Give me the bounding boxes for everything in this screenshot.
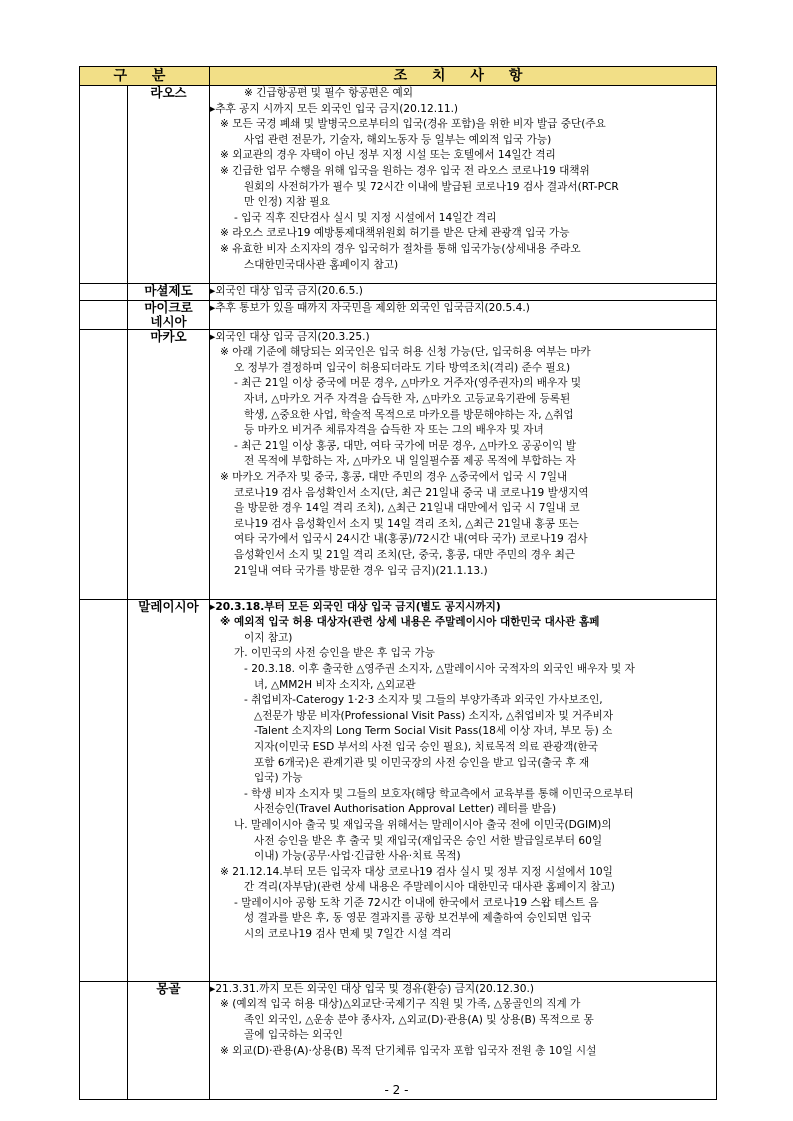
table-row xyxy=(80,329,717,599)
table-row xyxy=(80,981,717,1099)
measure-line: 사전승인(Travel Authorisation Approval Letter) 레터를 받음) xyxy=(254,803,557,816)
region-cell xyxy=(80,86,128,284)
measures-cell xyxy=(210,300,717,329)
region-cell xyxy=(80,599,128,981)
measure-line: 시의 코로나19 검사 면제 및 7일간 시설 격리 xyxy=(244,928,452,941)
table-row xyxy=(80,284,717,301)
header-measures: 조 치 사 항 xyxy=(210,67,717,86)
measure-line: 원회의 사전허가가 필수 및 72시간 이내에 발급된 코로나19 검사 결과서(RT-PCR xyxy=(244,180,619,193)
region-cell xyxy=(80,300,128,329)
measure-line: ※ 라오스 코로나19 예방통제대책위원회 허기를 받은 단체 관광객 입국 가능 xyxy=(220,227,570,240)
measure-line: 사전 승인을 받은 후 출국 및 재입국(재입국은 승인 서한 발급일로부터 60일 xyxy=(254,834,603,847)
measures-cell xyxy=(210,981,717,1099)
measures-cell xyxy=(210,329,717,599)
measure-line: - 취업비자-Caterogy 1·2·3 소지자 및 그들의 부양가족과 외국인 가사보조인, xyxy=(244,694,603,707)
measures-cell xyxy=(210,284,717,301)
measure-line: 만 인정) 지참 필요 xyxy=(244,196,330,209)
measure-line: ▸외국인 대상 입국 금지(20.6.5.) xyxy=(210,285,363,297)
measure-line: 지자(이민국 ESD 부서의 사전 입국 승인 필요), 치료목적 의료 관광객(한국 xyxy=(254,740,598,753)
measure-line: 코로나19 검사 음성확인서 소지(단, 최근 21일내 중국 내 코로나19 발생지역 xyxy=(234,486,589,499)
table-body xyxy=(80,86,717,1100)
region-cell xyxy=(80,284,128,301)
page-number: - 2 - xyxy=(384,1083,409,1097)
measure-line: ※ 외교관의 경우 자택이 아닌 정부 지정 시설 또는 호텔에서 14일간 격리 xyxy=(220,149,556,162)
measure-line: 족인 외국인, △운송 분야 종사자, △외교(D)·관용(A) 및 상용(B) 목적으로 몽 xyxy=(244,1013,594,1026)
measure-line: ※ 예외적 입국 허용 대상자(관련 상세 내용은 주말레이시아 대한민국 대사관 홈페 xyxy=(220,616,600,629)
measure-line: ※ 마카오 거주자 및 중국, 홍콩, 대만 주민의 경우 △중국에서 입국 시 7일내 xyxy=(220,470,568,483)
header-category: 구 분 xyxy=(80,67,210,86)
measure-line: 이내) 가능(공무·사업·긴급한 사유·치료 목적) xyxy=(254,850,461,863)
measure-line: 전 목적에 부합하는 자, △마카오 내 일일필수품 제공 목적에 부합하는 자 xyxy=(244,455,576,468)
measure-line: 녀, △MM2H 비자 소지자, △외교관 xyxy=(254,678,416,691)
measure-line: ※ 21.12.14.부터 모든 입국자 대상 코로나19 검사 실시 및 정부 지정 시설에서 10일 xyxy=(220,865,613,878)
measure-line: 자녀, △마카오 거주 자격을 습득한 자, △마카오 고등교육기관에 등록된 xyxy=(244,392,571,405)
measure-line: ※ (예외적 입국 허용 대상)△외교단·국제기구 직원 및 가족, △몽골인의 직계 가 xyxy=(220,998,581,1011)
table-row xyxy=(80,86,717,284)
country-name: 몽골 xyxy=(128,981,210,1099)
measure-line: 여타 국가에서 입국시 24시간 내(홍콩)/72시간 내(여타 국가) 코로나19 검사 xyxy=(234,533,588,546)
measure-line: - 학생 비자 소지자 및 그들의 보호자(해당 학교측에서 교육부를 통해 이민국으로부터 xyxy=(244,787,634,800)
measure-line: ※ 모든 국경 폐쇄 및 발병국으로부터의 입국(경유 포함)을 위한 비자 발급 중단(주요 xyxy=(220,118,606,131)
measure-line: 골에 입국하는 외국인 xyxy=(244,1029,343,1042)
measure-line: 스대한민국대사관 홈페이지 참고) xyxy=(244,258,399,271)
measure-line: ▸20.3.18.부터 모든 외국인 대상 입국 금지(별도 공지시까지) xyxy=(210,600,501,613)
measure-line: 가. 이민국의 사전 승인을 받은 후 입국 가능 xyxy=(234,647,435,660)
table-header-row xyxy=(80,67,717,86)
region-cell xyxy=(80,329,128,599)
measures-cell xyxy=(210,86,717,284)
table-row xyxy=(80,599,717,981)
measure-line: ※ 긴급한 업무 수행을 위해 입국을 원하는 경우 입국 전 라오스 코로나19 대책위 xyxy=(220,164,590,177)
measure-line: ※ 긴급항공편 및 필수 항공편은 예외 xyxy=(244,87,413,99)
measure-line: 이지 참고) xyxy=(244,631,293,644)
region-cell xyxy=(80,981,128,1099)
measure-line: 등 마카오 비거주 체류자격을 습득한 자 또는 그의 배우자 및 자녀 xyxy=(244,424,544,437)
measures-table xyxy=(79,66,717,1100)
measure-line: 간 격리(자부담)(관련 상세 내용은 주말레이시아 대한민국 대사관 홈페이지 참고) xyxy=(244,881,615,894)
country-name: 마셜제도 xyxy=(128,284,210,301)
measure-line: 오 정부가 결정하며 입국이 허용되더라도 기타 방역조치(격리) 준수 필요) xyxy=(234,361,571,374)
measure-line: 음성확인서 소지 및 21일 격리 조치(단, 중국, 홍콩, 대만 주민의 경우 최근 xyxy=(234,548,576,561)
measure-line: ▸21.3.31.까지 모든 외국인 대상 입국 및 경유(환승) 금지(20.12.30.) xyxy=(210,982,534,995)
measure-line: 나. 말레이시아 출국 및 재입국을 위해서는 말레이시아 출국 전에 이민국(DGIM)의 xyxy=(234,818,612,831)
measure-line: - 말레이시아 공항 도착 기준 72시간 이내에 한국에서 코로나19 스왑 테스트 음 xyxy=(234,896,599,909)
measure-line: 로나19 검사 음성확인서 소지 및 14일 격리 조치, △최근 21일내 홍콩 또는 xyxy=(234,517,579,530)
country-name: 말레이시아 xyxy=(128,599,210,981)
measure-line: ▸외국인 대상 입국 금지(20.3.25.) xyxy=(210,330,370,343)
measure-line: 입국) 가능 xyxy=(254,772,303,785)
measure-line: 포함 6개국)은 관계기관 및 이민국장의 사전 승인을 받고 입국(출국 후 재 xyxy=(254,756,590,769)
measure-line: ※ 외교(D)·관용(A)·상용(B) 목적 단기체류 입국자 포함 입국자 전원 총 10일 시설 xyxy=(220,1044,597,1057)
country-name: 마카오 xyxy=(128,329,210,599)
measure-line: 21일내 여타 국가를 방문한 경우 입국 금지)(21.1.13.) xyxy=(234,564,488,577)
measure-line: ▸추후 통보가 있을 때까지 자국민을 제외한 외국인 입국금지(20.5.4.) xyxy=(210,301,530,314)
measure-line: - 입국 직후 진단검사 실시 및 지정 시설에서 14일간 격리 xyxy=(234,211,497,224)
measure-line: -Talent 소지자의 Long Term Social Visit Pass(18세 이상 자녀, 부모 등) 소 xyxy=(254,725,613,738)
table-row xyxy=(80,300,717,329)
measure-line: ※ 유효한 비자 소지자의 경우 입국허가 절차를 통해 입국가능(상세내용 주라오 xyxy=(220,242,581,255)
country-name: 라오스 xyxy=(128,86,210,284)
measure-line: - 최근 21일 이상 중국에 머문 경우, △마카오 거주자(영주권자)의 배우자 및 xyxy=(234,377,582,390)
measure-line: 사업 관련 전문가, 기술자, 해외노동자 등 일부는 예외적 입국 가능) xyxy=(244,133,552,146)
measure-line: - 최근 21일 이상 홍콩, 대만, 여타 국가에 머문 경우, △마카오 공공이익 발 xyxy=(234,439,577,452)
measure-line: △전문가 방문 비자(Professional Visit Pass) 소지자, △취업비자 및 거주비자 xyxy=(254,709,613,722)
measure-line: 학생, △중요한 사업, 학술적 목적으로 마카오를 방문해야하는 자, △취업 xyxy=(244,408,574,421)
measure-line: 을 방문한 경우 14일 격리 조치), △최근 21일내 대만에서 입국 시 7일내 코 xyxy=(234,502,580,515)
measures-cell xyxy=(210,599,717,981)
measure-line: ▸추후 공지 시까지 모든 외국인 입국 금지(20.12.11.) xyxy=(210,102,459,115)
measure-line: - 20.3.18. 이후 출국한 △영주권 소지자, △말레이시아 국적자의 외국인 배우자 및 자 xyxy=(244,662,635,675)
measure-line: ※ 아래 기준에 해당되는 외국인은 입국 허용 신청 가능(단, 입국허용 여부는 마카 xyxy=(220,346,591,359)
measure-line: 성 결과를 받은 후, 동 영문 결과지를 공항 보건부에 제출하여 승인되면 입국 xyxy=(244,912,592,925)
country-name: 마이크로 네시아 xyxy=(128,300,210,329)
